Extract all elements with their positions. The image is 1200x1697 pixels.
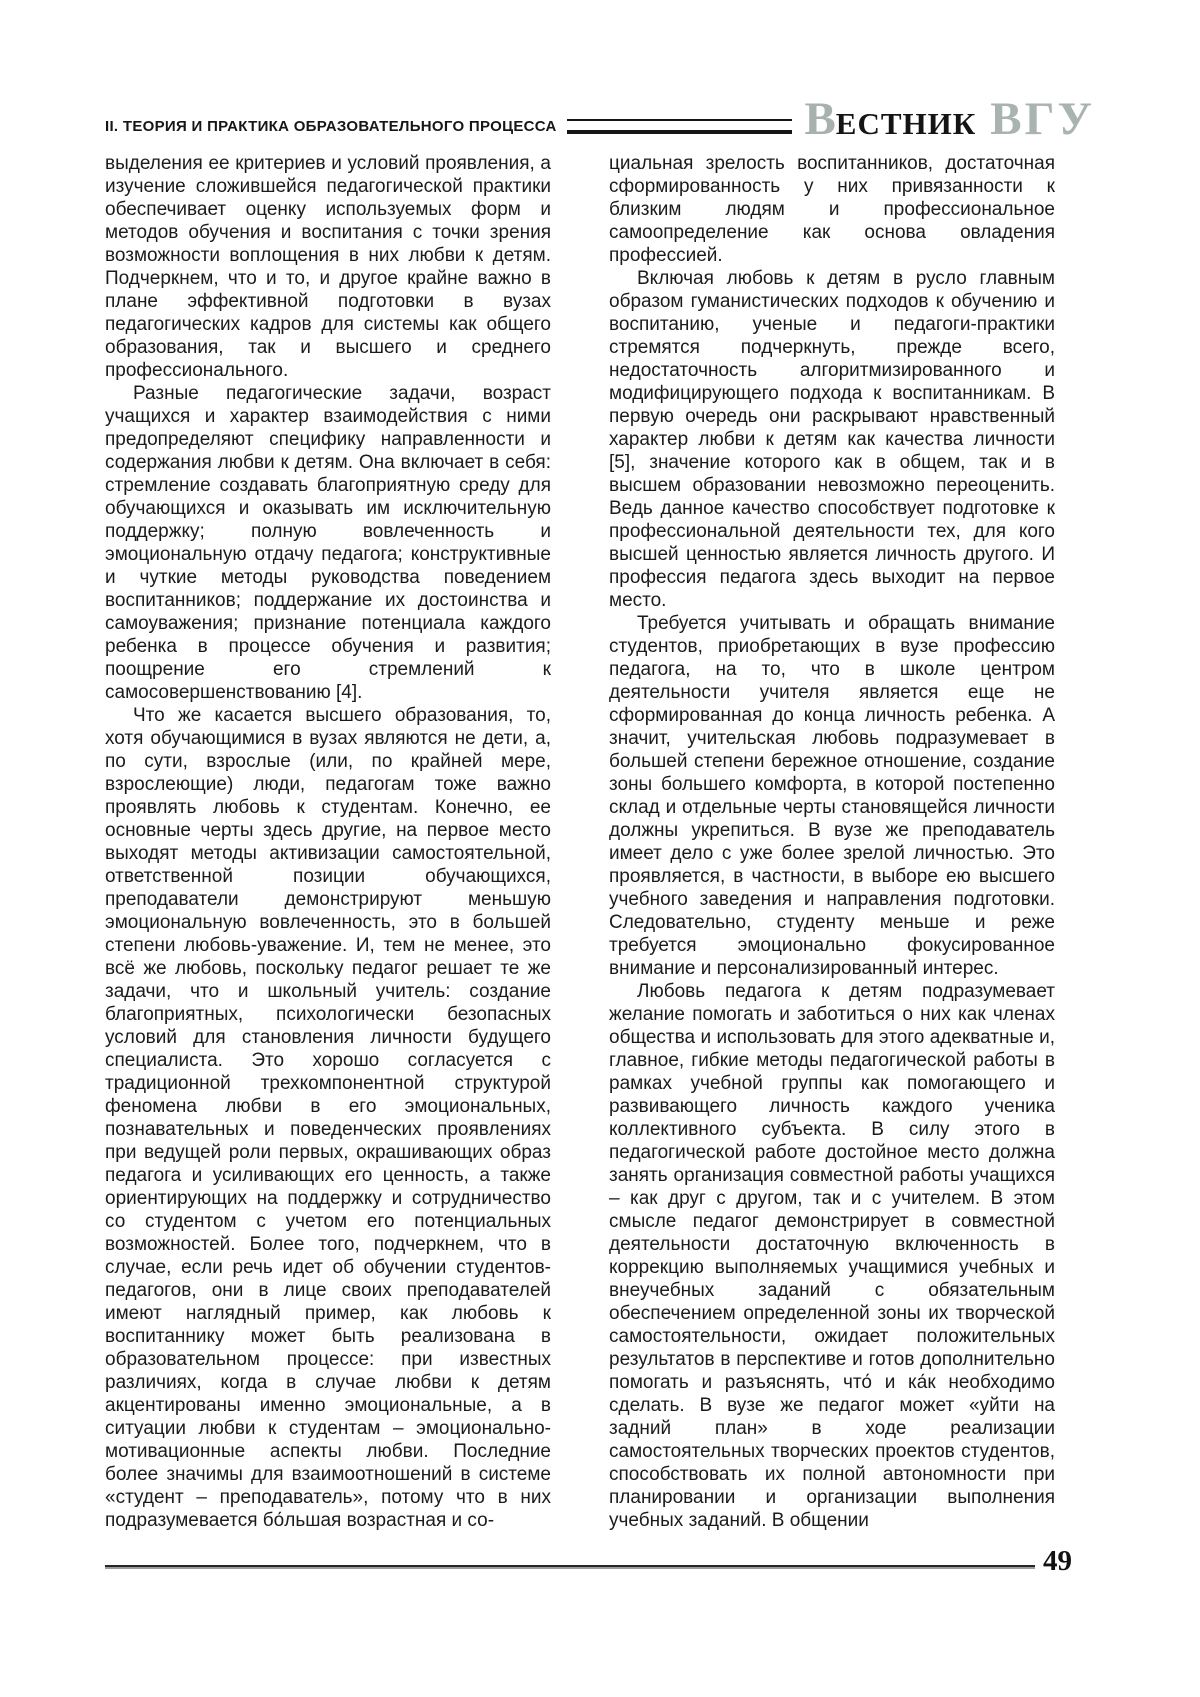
paragraph: Разные педагогические задачи, возраст учащихся и характер взаимодействия с ними предопределяют специфику направленности и содержания любви к детям. Она включает в себя: стремление создавать благоприятную среду для обучающихся и оказывать им исключительную поддержку; полную вовлеченность и эмоциональную отдачу педагога; конструктивные и чуткие методы руководства поведением воспитанников; поддержание их достоинства и самоуважения; признание потенциала каждого ребенка в процессе обучения и развития; поощрение его стремлений к самосовершенствованию [4]. [105, 383, 551, 703]
header-double-rule [567, 119, 793, 134]
paragraph: Требуется учитывать и обращать внимание студентов, приобретающих в вузе профессию педагога, на то, что в школе центром деятельности учителя является еще не сформированная до конца личность ребенка. А значит, учительская любовь подразумевает в большей степени бережное отношение, создание зоны большего комфорта, в которой постепенно склад и отдельные черты становящейся личности должны укрепиться. В вузе же преподаватель имеет дело с уже более зрелой личностью. Это проявляется, в частности, в выборе ею высшего учебного заведения и направления подготовки. Следовательно, студенту меньше и реже требуется эмоционально фокусированное внимание и персонализированный интерес. [609, 613, 1055, 979]
footer-rule [105, 1565, 1035, 1567]
paragraph: Включая любовь к детям в русло главным образом гуманистических подходов к обучению и воспитанию, ученые и педагоги-практики стремятся подчеркнуть, прежде всего, недостаточность алгоритмизированного и модифицирующего подхода к воспитанникам. В первую очередь они раскрывают нравственный характер любви к детям как качества личности [5], значение которого как в общем, так и в высшем образовании невозможно переоценить. Ведь данное качество способствует подготовке к профессиональной деятельности тех, для кого высшей ценностью является личность другого. И профессия педагога здесь выходит на первое место. [609, 268, 1055, 611]
page-header [105, 93, 1095, 145]
paragraph: выделения ее критериев и условий проявления, а изучение сложившейся педагогической практики обеспечивает оценку используемых форм и методов обучения и воспитания с точки зрения возможности воплощения в них любви к детям. Подчеркнем, что и то, и другое крайне важно в плане эффективной подготовки в вузах педагогических кадров для системы как общего образования, так и высшего и среднего профессионального. [105, 153, 551, 381]
journal-wordmark-initial: В [804, 93, 836, 145]
paragraph: Любовь педагога к детям подразумевает желание помогать и заботиться о них как членах общества и использовать для этого адекватные и, главное, гибкие методы педагогической работы в рамках учебной группы как помогающего и развивающего личность каждого ученика коллективного субъекта. В силу этого в педагогической работе достойное место должна занять организация совместной работы учащихся – как друг с другом, так и с учителем. В этом смысле педагог демонстрирует в совместной деятельности достаточную включенность в коррекцию выполняемых учащимися учебных и внеучебных заданий с обязательным обеспечением определенной зоны их творческой самостоятельности, ожидает положительных результатов в перспективе и готов дополнительно помогать и разъяснять, что́ и ка́к необходимо сделать. В вузе же педагог может «уйти на задний план» в ходе реализации самостоятельных творческих проектов студентов, способствовать их полной автономности при планировании и организации выполнения учебных заданий. В общении [609, 981, 1055, 1531]
journal-wordmark-abbr: ВГУ [990, 93, 1095, 145]
paragraph: циальная зрелость воспитанников, достаточная сформированность у них привязанности к близким людям и профессиональное самоопределение как основа овладения профессией. [609, 153, 1055, 266]
right-column [609, 152, 1055, 1532]
left-column [105, 152, 551, 1532]
article-body [105, 152, 1055, 1532]
journal-wordmark [804, 93, 1095, 145]
section-running-title: II. ТЕОРИЯ И ПРАКТИКА ОБРАЗОВАТЕЛЬНОГО ПРОЦЕССА [105, 118, 557, 135]
paragraph: Что же касается высшего образования, то, хотя обучающимися в вузах являются не дети, а, по сути, взрослые (или, по крайней мере, взрослеющие) люди, педагогам тоже важно проявлять любовь к студентам. Конечно, ее основные черты здесь другие, на первое место выходят методы активизации самостоятельной, ответственной позиции обучающихся, преподаватели демонстрируют меньшую эмоциональную вовлеченность, это в большей степени любовь-уважение. И, тем не менее, это всё же любовь, поскольку педагог решает те же задачи, что и школьный учитель: создание благоприятных, психологически безопасных условий для становления личности будущего специалиста. Это хорошо согласуется с традиционной трехкомпонентной структурой феномена любви в его эмоциональных, познавательных и поведенческих проявлениях при ведущей роли первых, окрашивающих образ педагога и усиливающих его ценность, а также ориентирующих на поддержку и сотрудничество со студентом с учетом его потенциальных возможностей. Более того, подчеркнем, что в случае, если речь идет об обучении студентов-педагогов, они в лице своих преподавателей имеют наглядный пример, как любовь к воспитаннику может быть реализована в образовательном процессе: при известных различиях, когда в случае любви к детям акцентированы именно эмоциональные, а в ситуации любви к студентам – эмоционально-мотивационные аспекты любви. Последние более значимы для взаимоотношений в системе «студент – преподаватель», потому что в них подразумевается бо́льшая возрастная и со- [105, 705, 551, 1531]
page-number: 49 [1043, 1545, 1072, 1577]
journal-wordmark-rest: ЕСТНИК [835, 106, 977, 141]
